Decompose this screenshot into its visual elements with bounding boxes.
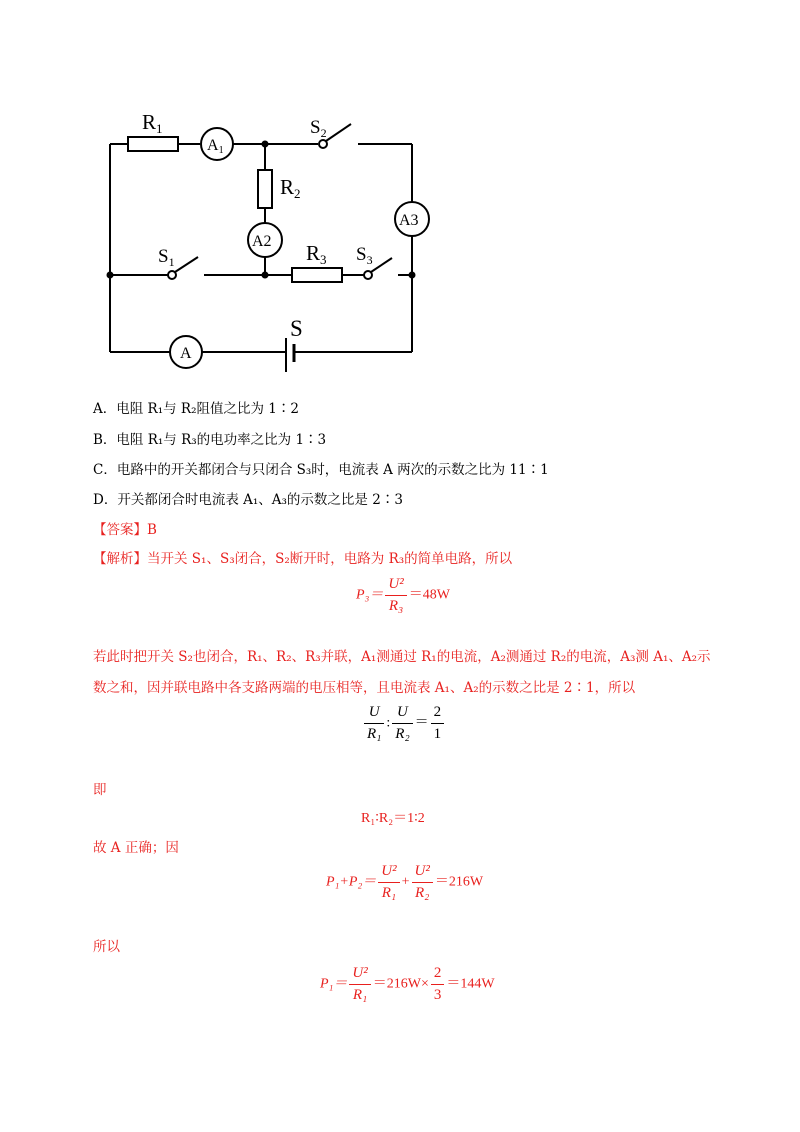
equation-r-ratio: R₁∶R₂＝1∶2 — [361, 811, 425, 826]
resistor-r3 — [292, 268, 342, 282]
eq5-frac-2: $\frac{2}{3}$ — [431, 965, 445, 1004]
eq2-sep: : — [386, 715, 391, 731]
eq4-rhs: ＝216W — [434, 874, 484, 890]
option-a: A．电阻 R₁与 R₂阻值之比为 1∶2 — [93, 401, 299, 417]
switch-s2-contact — [319, 140, 327, 148]
eq2-frac-3: $\frac{2}{1}$ — [431, 704, 445, 743]
eq1-lhs: P₃＝ — [356, 587, 384, 603]
eq5-mid: ＝216W× — [372, 976, 429, 992]
junction-dot — [107, 272, 114, 279]
eq5-rhs: ＝144W — [446, 976, 495, 992]
switch-s3-blade — [371, 258, 392, 272]
ji-label: 即 — [93, 782, 107, 798]
equation-ratio — [362, 704, 446, 743]
analysis-line-3: 数之和，因并联电路中各支路两端的电压相等，且电流表 A₁、A₂的示数之比是 2∶1，所以 — [93, 680, 636, 696]
switch-s1-blade — [175, 257, 198, 272]
equation-p3 — [356, 576, 450, 615]
eq4-lhs: P₁+P₂＝ — [326, 874, 377, 890]
eq1-fraction — [385, 576, 406, 615]
option-c: C．电路中的开关都闭合与只闭合 S₃时，电流表 A 两次的示数之比为 11∶1 — [93, 462, 549, 478]
conclusion-label: 故 A 正确；因 — [93, 840, 179, 856]
answer-line — [93, 518, 157, 538]
switch-s3-contact — [364, 271, 372, 279]
eq1-rhs: ＝48W — [408, 587, 450, 603]
eq2-frac-2: $\frac{U}{\text{R₂}}$ — [392, 704, 412, 743]
answer-tag: 【答案】 — [93, 522, 147, 538]
label-r1: R1 — [142, 110, 163, 136]
resistor-r1 — [128, 137, 178, 151]
eq2-equals: ＝ — [414, 715, 429, 731]
eq5-lhs: P₁＝ — [320, 976, 348, 992]
equation-p1 — [320, 965, 495, 1004]
label-r2: R2 — [280, 175, 301, 201]
label-s1: $S_1$ — [158, 246, 175, 269]
suoyi-label: 所以 — [93, 939, 120, 955]
eq5-frac-1: $\frac{\text{U²}}{\text{R₁}}$ — [349, 965, 370, 1004]
answer-value: B — [147, 522, 157, 538]
label-s2: $S_2$ — [310, 117, 327, 140]
switch-s2-blade — [326, 124, 351, 141]
switch-s1-contact — [168, 271, 176, 279]
label-s: S — [290, 316, 303, 341]
label-a: A — [180, 345, 192, 362]
eq2-frac-1: $\frac{U}{\text{R₁}}$ — [364, 704, 384, 743]
resistor-r2 — [258, 170, 272, 208]
analysis-line-1 — [93, 547, 512, 567]
label-a1: A1 — [207, 137, 224, 156]
label-a3: A3 — [399, 212, 419, 229]
eq4-plus: + — [401, 874, 410, 890]
option-b: B．电阻 R₁与 R₃的电功率之比为 1∶3 — [93, 432, 327, 448]
analysis-line-2: 若此时把开关 S₂也闭合，R₁、R₂、R₃并联，A₁测通过 R₁的电流，A₂测通过 R₂的电流，A₃测 A₁、A₂示 — [93, 649, 711, 665]
eq4-frac-1: $\frac{\text{U²}}{\text{R₁}}$ — [378, 863, 399, 902]
analysis-text-1: 当开关 S₁、S₃闭合，S₂断开时，电路为 R₃的简单电路，所以 — [147, 551, 513, 567]
equation-p1-p2 — [326, 863, 483, 902]
label-a2: A2 — [252, 233, 272, 250]
label-s3: $S_3$ — [356, 244, 373, 267]
junction-dot — [409, 272, 416, 279]
eq4-frac-2: $\frac{\text{U²}}{\text{R₂}}$ — [412, 863, 433, 902]
eq1-num: U² — [385, 576, 406, 596]
label-r3: R3 — [306, 241, 327, 267]
option-d: D．开关都闭合时电流表 A₁、A₃的示数之比是 2∶3 — [93, 492, 403, 508]
circuit-diagram — [100, 100, 440, 380]
junction-dot — [262, 272, 269, 279]
analysis-tag: 【解析】 — [93, 551, 147, 567]
junction-dot — [262, 141, 269, 148]
eq1-den: R₃ — [388, 598, 404, 614]
